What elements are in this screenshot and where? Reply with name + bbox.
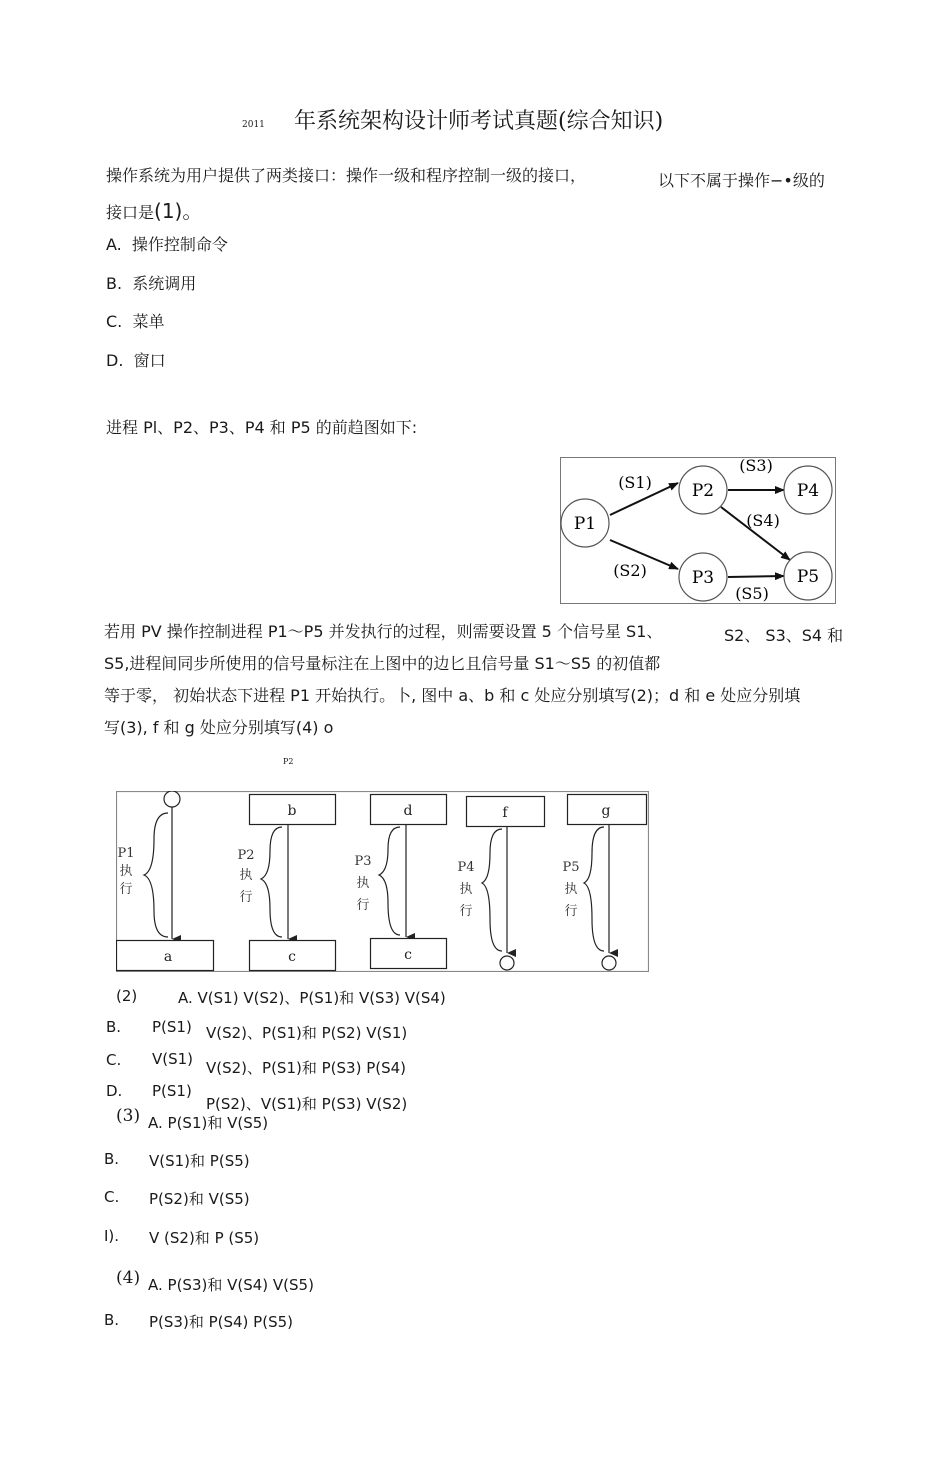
q2-option-b-right: V(S2)、P(S1)和 P(S2) V(S1) [206, 1024, 408, 1042]
p4-brace [482, 829, 502, 951]
p1-exec-c2: 行 [119, 882, 133, 897]
q1-option-d: D. 窗口 [106, 351, 166, 370]
q1-option-b: B. 系统调用 [106, 274, 197, 293]
box-b-label: b [287, 803, 297, 819]
p4-exec-c1: 执 [459, 882, 473, 897]
edge-label-s4: (S4) [746, 511, 780, 530]
box-f-label: f [502, 805, 508, 821]
p5-brace [584, 827, 604, 951]
q1-stem-line2: 接口是(1)。 [106, 199, 203, 223]
q4-answer-num: (4) [116, 1268, 141, 1288]
p4-exec-c2: 行 [459, 904, 473, 919]
q2-para-line2: S5,进程间同步所使用的信号量标注在上图中的边匕且信号量 S1〜S5 的初值都 [104, 654, 661, 673]
q3-option-c: P(S2)和 V(S5) [149, 1190, 250, 1208]
q3-option-a: A. P(S1)和 V(S5) [148, 1114, 269, 1132]
q2-para-line1-right: S2、 S3、S4 和 [724, 626, 844, 645]
q1-option-c: C. 菜单 [106, 312, 165, 331]
edge-p3-p5 [728, 576, 784, 577]
q3-option-d: V (S2)和 P (S5) [149, 1229, 260, 1247]
edge-label-s2: (S2) [613, 561, 647, 580]
q4-option-b: P(S3)和 P(S4) P(S5) [149, 1313, 293, 1331]
header-year: 2011 [242, 120, 265, 130]
precedence-graph [560, 457, 836, 604]
p5-exec-c2: 行 [564, 904, 578, 919]
box-a-label: a [163, 949, 173, 965]
box-c1-label: c [288, 949, 296, 965]
q4-option-a: A. P(S3)和 V(S4) V(S5) [148, 1276, 314, 1294]
node-p1-label: P1 [573, 514, 597, 534]
q3-option-b-letter: B. [104, 1150, 120, 1168]
q2-option-b-left: P(S1) [152, 1018, 192, 1036]
q2-para-line3: 等于零， 初始状态下进程 P1 开始执行。卜, 图中 a、b 和 c 处应分别填写(2)；d 和 e 处应分别填 [104, 686, 801, 705]
q2-option-a: A. V(S1) V(S2)、P(S1)和 V(S3) V(S4) [178, 989, 446, 1007]
q1-option-a: A. 操作控制命令 [106, 235, 228, 254]
p1-brace [144, 813, 168, 937]
q2-option-c-right: V(S2)、P(S1)和 P(S3) P(S4) [206, 1059, 407, 1077]
small-label: P2 [283, 757, 294, 766]
p2-exec-c1: 执 [239, 868, 253, 883]
q2-answer-num: (2) [116, 987, 138, 1005]
edge-label-s1: (S1) [618, 473, 652, 492]
p5-exec-name: P5 [562, 860, 580, 875]
box-c2-label: c [404, 947, 412, 963]
node-p5-label: P5 [796, 567, 820, 587]
p1-exec-c1: 执 [119, 864, 133, 879]
p1-exec-name: P1 [117, 846, 135, 861]
q2-option-c-left: V(S1) [152, 1050, 194, 1068]
p5-end-circle [602, 956, 616, 970]
q2-option-d-right: P(S2)、V(S1)和 P(S3) V(S2) [206, 1095, 408, 1113]
q3-answer-num: (3) [116, 1106, 141, 1126]
q2-option-d-letter: D. [106, 1082, 123, 1100]
p2-brace [261, 827, 282, 937]
node-p4-label: P4 [796, 481, 820, 501]
node-p3-label: P3 [691, 568, 715, 588]
p4-exec-name: P4 [457, 860, 475, 875]
box-d-label: d [403, 803, 413, 819]
edge-label-s3: (S3) [739, 457, 773, 475]
p3-exec-c1: 执 [356, 876, 370, 891]
q1-stem-line1: 操作系统为用户提供了两类接口：操作一级和程序控制一级的接口， [106, 166, 587, 185]
p2-exec-name: P2 [237, 848, 255, 863]
q2-para-line1: 若用 PV 操作控制进程 P1〜P5 并发执行的过程，则需要设置 5 个信号星 S1、 [104, 622, 663, 641]
edge-label-s5: (S5) [735, 584, 769, 603]
q1-stem-line1-right: 以下不属于操作−•级的 [658, 171, 825, 190]
box-g-label: g [601, 803, 611, 819]
q2-option-b-letter: B. [106, 1018, 122, 1036]
node-p2-label: P2 [691, 481, 715, 501]
q2-option-c-letter: C. [106, 1051, 122, 1069]
q3-option-b: V(S1)和 P(S5) [149, 1152, 250, 1170]
p3-brace [379, 827, 400, 935]
p3-exec-c2: 行 [356, 898, 370, 913]
p3-exec-name: P3 [354, 854, 372, 869]
q3-option-c-letter: C. [104, 1188, 120, 1206]
p2-exec-c2: 行 [239, 890, 253, 905]
p4-end-circle [500, 956, 514, 970]
p1-start-circle [164, 791, 180, 807]
q4-option-b-letter: B. [104, 1311, 120, 1329]
p5-exec-c1: 执 [564, 882, 578, 897]
q2-option-d-left: P(S1) [152, 1082, 192, 1100]
q2-para-line4: 写(3), f 和 g 处应分别填写(4) o [104, 718, 334, 737]
q3-option-d-letter: I). [104, 1227, 120, 1245]
page-title: 年系统架构设计师考试真题(综合知识) [294, 109, 664, 134]
sync-diagram [116, 791, 649, 972]
q2-intro: 进程 Pl、P2、P3、P4 和 P5 的前趋图如下: [106, 418, 418, 437]
